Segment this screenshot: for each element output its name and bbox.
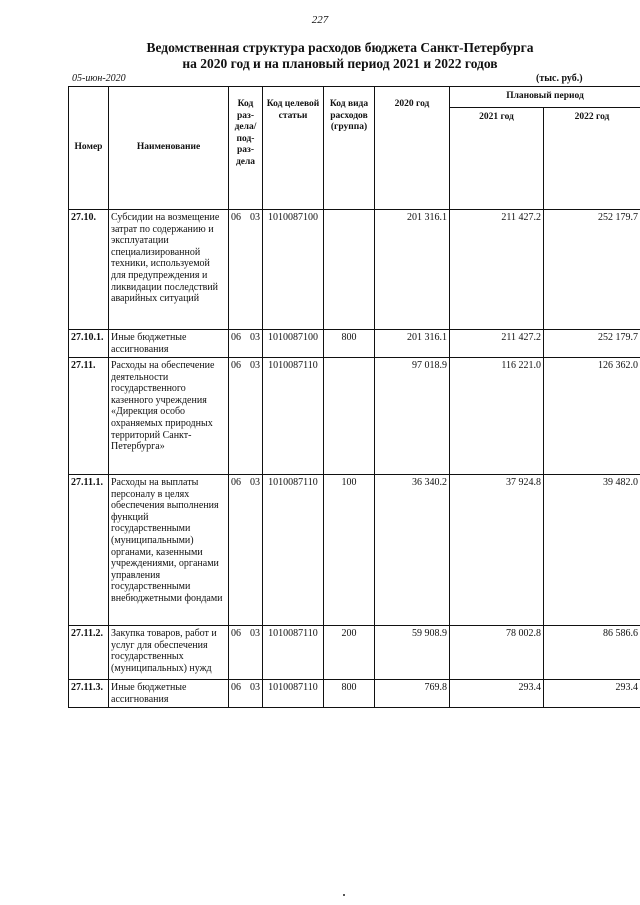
units-label: (тыс. руб.)	[536, 73, 583, 84]
header-target: Код целевой статьи	[263, 87, 324, 210]
row-target-code: 1010087110	[263, 680, 324, 708]
table-row	[69, 475, 640, 626]
row-amount-2021: 211 427.2	[450, 210, 544, 330]
header-year-2020: 2020 год	[375, 87, 450, 210]
table-row	[69, 210, 640, 330]
title-line-2: на 2020 год и на плановый период 2021 и 2022 годов	[182, 56, 498, 71]
row-expense-type: 800	[324, 680, 375, 708]
row-target-code: 1010087100	[263, 330, 324, 358]
row-section-code	[229, 475, 263, 626]
subsection-code: 03	[250, 682, 260, 693]
row-amount-2020: 59 908.9	[375, 626, 450, 680]
row-section-code	[229, 680, 263, 708]
row-amount-2020: 201 316.1	[375, 330, 450, 358]
row-name: Закупка товаров, работ и услуг для обеспечения государственных (муниципальных) нужд	[109, 626, 229, 680]
section-code: 06	[231, 477, 241, 488]
row-amount-2021: 37 924.8	[450, 475, 544, 626]
row-number: 27.11.	[69, 358, 109, 475]
row-target-code: 1010087100	[263, 210, 324, 330]
row-name: Иные бюджетные ассигнования	[109, 330, 229, 358]
header-name: Наименование	[109, 87, 229, 210]
row-amount-2020: 97 018.9	[375, 358, 450, 475]
header-year-2021: 2021 год	[450, 108, 544, 210]
row-name: Расходы на выплаты персоналу в целях обеспечения выполнения функций государственными (муниципальными) органами, казенными учреждениями, органами управления государственными внебюджетными фондами	[109, 475, 229, 626]
row-name: Субсидии на возмещение затрат по содержанию и эксплуатации специализированной техники, используемой для предупреждения и ликвидации последствий аварийных ситуаций	[109, 210, 229, 330]
row-expense-type	[324, 210, 375, 330]
section-code: 06	[231, 212, 241, 223]
row-amount-2021: 293.4	[450, 680, 544, 708]
title-line-1: Ведомственная структура расходов бюджета Санкт-Петербурга	[146, 40, 534, 55]
row-number: 27.10.1.	[69, 330, 109, 358]
row-amount-2022: 252 179.7	[544, 330, 640, 358]
row-number: 27.11.2.	[69, 626, 109, 680]
row-amount-2020: 201 316.1	[375, 210, 450, 330]
document-date: 05-июн-2020	[72, 73, 126, 84]
row-amount-2021: 211 427.2	[450, 330, 544, 358]
row-expense-type: 100	[324, 475, 375, 626]
row-amount-2020: 769.8	[375, 680, 450, 708]
table-row	[69, 330, 640, 358]
header-expense-type: Код вида расходов (группа)	[324, 87, 375, 210]
row-section-code	[229, 358, 263, 475]
table-row	[69, 680, 640, 708]
header-row	[69, 87, 640, 108]
table-row	[69, 358, 640, 475]
row-name: Иные бюджетные ассигнования	[109, 680, 229, 708]
row-amount-2022: 126 362.0	[544, 358, 640, 475]
row-amount-2021: 78 002.8	[450, 626, 544, 680]
row-expense-type	[324, 358, 375, 475]
row-amount-2021: 116 221.0	[450, 358, 544, 475]
header-section: Код раз- дела/ под- раз- дела	[229, 87, 263, 210]
subsection-code: 03	[250, 628, 260, 639]
row-expense-type: 200	[324, 626, 375, 680]
scan-dot	[343, 894, 345, 896]
section-code: 06	[231, 682, 241, 693]
document-title	[40, 40, 640, 72]
table-row	[69, 626, 640, 680]
header-planned-period: Плановый период	[450, 87, 640, 108]
row-section-code	[229, 626, 263, 680]
header-year-2022: 2022 год	[544, 108, 640, 210]
row-target-code: 1010087110	[263, 626, 324, 680]
section-code: 06	[231, 360, 241, 371]
row-amount-2022: 293.4	[544, 680, 640, 708]
subsection-code: 03	[250, 477, 260, 488]
page-number: 227	[311, 14, 329, 26]
row-amount-2022: 39 482.0	[544, 475, 640, 626]
row-amount-2022: 252 179.7	[544, 210, 640, 330]
subsection-code: 03	[250, 332, 260, 343]
row-number: 27.10.	[69, 210, 109, 330]
section-code: 06	[231, 332, 241, 343]
row-number: 27.11.1.	[69, 475, 109, 626]
row-name: Расходы на обеспечение деятельности государственного казенного учреждения «Дирекция особо охраняемых природных территорий Санкт-Петербурга»	[109, 358, 229, 475]
section-code: 06	[231, 628, 241, 639]
subsection-code: 03	[250, 212, 260, 223]
row-expense-type: 800	[324, 330, 375, 358]
row-section-code	[229, 210, 263, 330]
row-number: 27.11.3.	[69, 680, 109, 708]
row-amount-2022: 86 586.6	[544, 626, 640, 680]
row-target-code: 1010087110	[263, 475, 324, 626]
row-section-code	[229, 330, 263, 358]
header-number: Номер	[69, 87, 109, 210]
row-amount-2020: 36 340.2	[375, 475, 450, 626]
subsection-code: 03	[250, 360, 260, 371]
row-target-code: 1010087110	[263, 358, 324, 475]
budget-table	[68, 86, 640, 708]
